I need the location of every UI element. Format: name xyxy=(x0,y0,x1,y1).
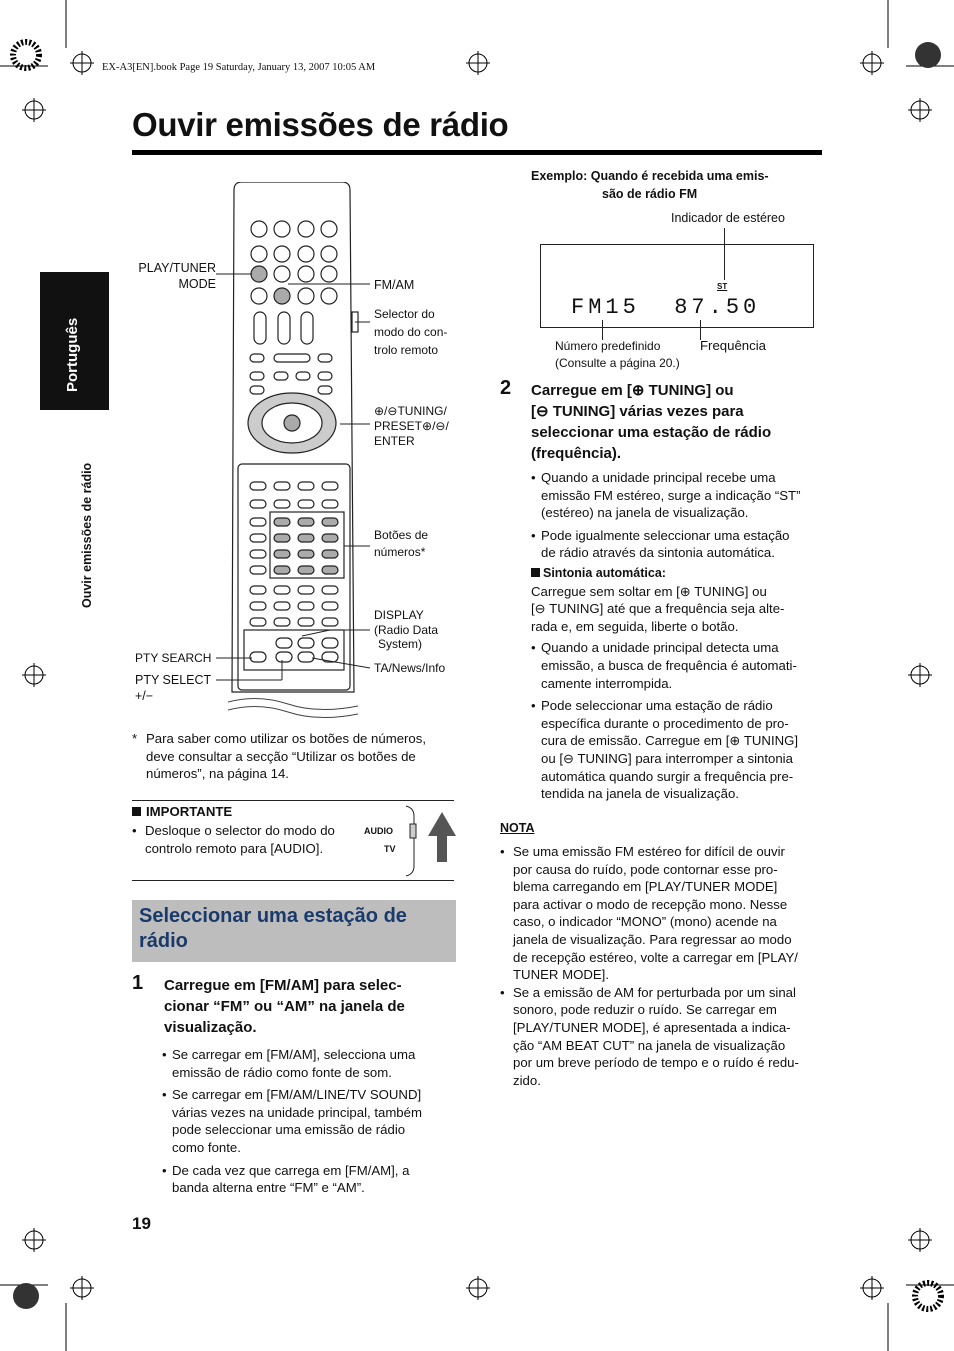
step-2-number: 2 xyxy=(500,377,512,399)
list-item: • Pode seleccionar uma estação de rádio específica durante o procedimento de pro- cura de emissão. Carregue em [⊕ TUNING] ou [⊖ TUNING] para interromper a sintonia automática quando surgir a frequência pre- tendida na janela de visualização. xyxy=(531,697,831,803)
list-item: • Se carregar em [FM/AM], selecciona uma emissão de rádio como fonte de som. xyxy=(162,1046,462,1081)
st-indicator: ST xyxy=(717,282,728,291)
step-1-number: 1 xyxy=(132,972,144,994)
frequency-label: Frequência xyxy=(700,338,766,353)
label-display-rds: DISPLAY (Radio Data System) xyxy=(374,608,439,651)
step-2-bullets xyxy=(531,469,831,808)
importante-heading: IMPORTANTE xyxy=(132,803,232,821)
step-1-bullets xyxy=(162,1046,462,1202)
step-2-text: Carregue em [⊕ TUNING] ou [⊖ TUNING] várias vezes para seleccionar uma estação de rádio (frequência). xyxy=(531,382,772,462)
list-item: • Se carregar em [FM/AM/LINE/TV SOUND] várias vezes na unidade principal, também pode seleccionar uma emissão de rádio como fonte. xyxy=(162,1086,462,1156)
auto-tuning-text: Carregue sem soltar em [⊕ TUNING] ou [⊖ TUNING] até que a frequência seja alte- rada e, em seguida, liberte o botão. xyxy=(531,583,785,634)
mode-switch-illustration: AUDIO TV xyxy=(362,804,458,878)
label-ta-news-info: TA/News/Info xyxy=(374,661,446,675)
label-play-tuner-mode: PLAY/TUNER MODE xyxy=(138,261,216,291)
list-item: • Se a emissão de AM for perturbada por um sinal sonoro, pode reduzir o ruído. Se carregar em [PLAY/TUNER MODE], é apresentada a indica- ção “AM BEAT CUT” na janela de visualização por um breve período de tempo e o ruído é redu- zido. xyxy=(500,984,830,1090)
stereo-indicator-label: Indicador de estéreo xyxy=(671,211,785,225)
importante-text: • Desloque o selector do modo do controlo remoto para [AUDIO]. xyxy=(132,822,335,857)
section-heading: Seleccionar uma estação de rádio xyxy=(139,905,407,952)
label-selector: Selector do modo do con- trolo remoto xyxy=(374,307,448,357)
language-tab-label: Português xyxy=(64,317,81,392)
arrow-up-icon xyxy=(402,804,458,878)
step-1-text: Carregue em [FM/AM] para selec- cionar “FM” ou “AM” na janela de visualização. xyxy=(164,977,405,1036)
list-item: • De cada vez que carrega em [FM/AM], a banda alterna entre “FM” e “AM”. xyxy=(162,1162,462,1197)
nota-bullets xyxy=(500,843,830,1089)
section-heading-box xyxy=(132,900,456,962)
example-heading: Exemplo: Quando é recebida uma emis- são de rádio FM xyxy=(531,169,769,201)
list-item: • Pode igualmente seleccionar uma estação de rádio através da sintonia automática. xyxy=(531,527,831,562)
nota-heading: NOTA xyxy=(500,821,535,835)
preset-leader xyxy=(602,320,603,340)
list-item: • Se uma emissão FM estéreo for difícil de ouvir por causa do ruído, pode contornar esse pro- blema carregando em [PLAY/TUNER MODE] para activar o modo de recepção mono. Nesse caso, o indicador “MONO” (mono) acende na janela de visualização. Para regressar ao modo de recepção estéreo, volte a carregar em [PLAY/ TUNER MODE]. xyxy=(500,843,830,984)
list-item: • Quando a unidade principal detecta uma emissão, a busca de frequência é automati- camente interrompida. xyxy=(531,639,831,692)
footnote: * Para saber como utilizar os botões de números, deve consultar a secção “Utilizar os botões de números”, na página 14. xyxy=(132,731,427,782)
page-title: Ouvir emissões de rádio xyxy=(132,106,509,143)
running-label-text: Ouvir emissões de rádio xyxy=(80,462,94,608)
list-item: • Quando a unidade principal recebe uma emissão FM estéreo, surge a indicação “ST” (estéreo) na janela de visualização. xyxy=(531,469,831,522)
label-pty-search: PTY SEARCH xyxy=(135,651,212,665)
print-header: EX-A3[EN].book Page 19 Saturday, January 13, 2007 10:05 AM xyxy=(102,62,376,73)
label-pty-select: PTY SELECT +/− xyxy=(135,673,212,703)
importante-rule-top xyxy=(132,800,454,801)
label-fm-am: FM/AM xyxy=(374,278,415,292)
square-bullet-icon xyxy=(531,568,540,577)
importante-rule-bottom xyxy=(132,880,454,881)
preset-number-label: Número predefinido (Consulte a página 20.) xyxy=(555,339,680,370)
auto-tuning-heading: Sintonia automática: xyxy=(531,565,831,583)
label-tuning-preset-enter: ⊕/⊖TUNING/ PRESET⊕/⊖/ ENTER xyxy=(374,404,449,448)
label-number-buttons: Botões de números* xyxy=(374,528,429,559)
square-bullet-icon xyxy=(132,807,141,816)
page-number: 19 xyxy=(132,1214,151,1233)
display-window xyxy=(540,244,814,328)
display-readout: FM15 87.50 xyxy=(571,295,761,320)
